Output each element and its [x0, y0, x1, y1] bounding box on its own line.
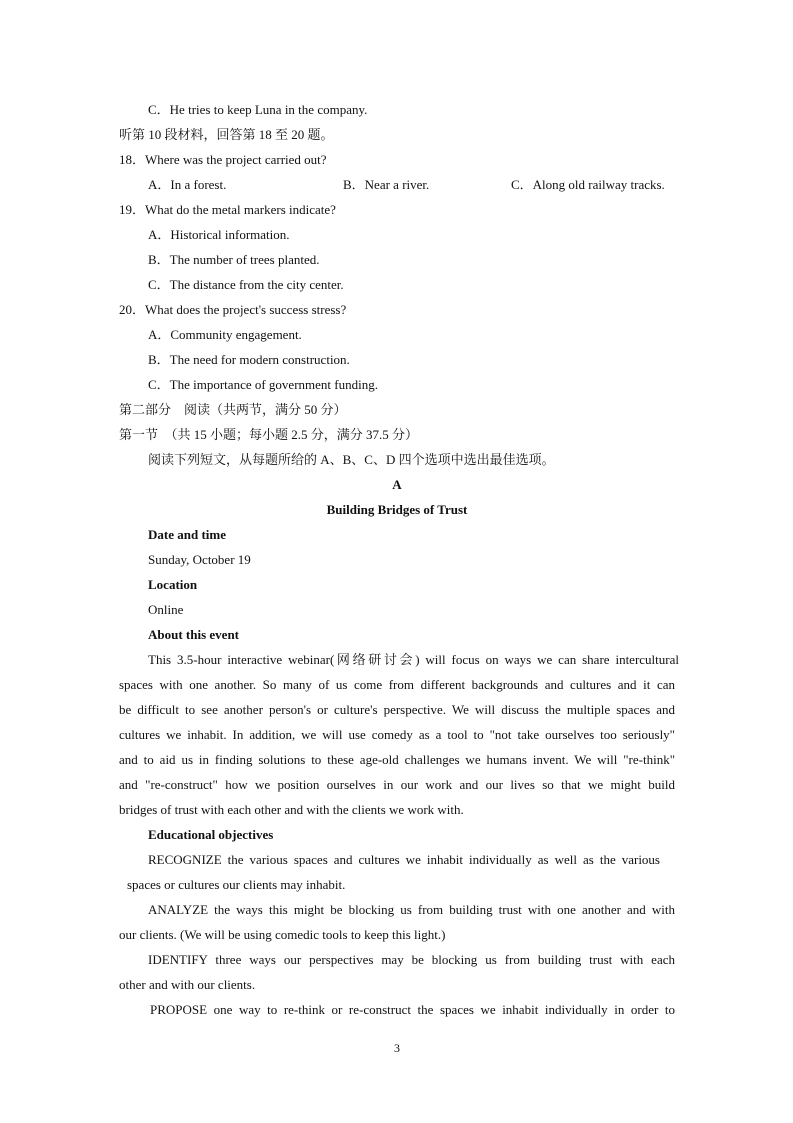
section10-instruction: 听第 10 段材料，回答第 18 至 20 题。 — [119, 127, 334, 142]
reading-section-title: 第一节 （共 15 小题；每小题 2.5 分，满分 37.5 分） — [119, 427, 419, 442]
about-line: and to aid us in finding solutions to these age-old challenges we humans invent. We will "re-think" — [119, 752, 675, 767]
q19-option-c: C．The distance from the city center. — [148, 277, 344, 292]
q19-stem: 19．What do the metal markers indicate? — [119, 202, 336, 217]
objective-identify-line: other and with our clients. — [119, 977, 256, 992]
date-value: Sunday, October 19 — [148, 552, 251, 567]
location-heading: Location — [148, 577, 198, 592]
q18-stem: 18．Where was the project carried out? — [119, 152, 327, 167]
about-line: spaces with one another. So many of us come from different backgrounds and cultures and it can — [119, 677, 675, 692]
q19-option-a: A．Historical information. — [148, 227, 290, 242]
objective-recognize-line: spaces or cultures our clients may inhabit. — [127, 877, 346, 892]
about-heading: About this event — [148, 627, 240, 642]
q18-option-a: A．In a forest. — [148, 177, 227, 192]
q18-option-c: C．Along old railway tracks. — [511, 177, 665, 192]
objective-propose-line: PROPOSE one way to re-think or re-construct the spaces we inhabit individually in order to — [150, 1002, 675, 1017]
objective-recognize-line: RECOGNIZE the various spaces and cultures we inhabit individually as well as the various — [148, 852, 660, 867]
location-value: Online — [148, 602, 184, 617]
about-line: and "re-construct" how we position ourselves in our work and our lives so that we might build — [119, 777, 675, 792]
about-line: bridges of trust with each other and with the clients we work with. — [119, 802, 464, 817]
objective-analyze-line: ANALYZE the ways this might be blocking us from building trust with one another and with — [148, 902, 675, 917]
about-line: This 3.5-hour interactive webinar(网络研讨会) will focus on ways we can share intercultural — [148, 652, 679, 667]
passage-letter: A — [392, 477, 402, 492]
about-line: be difficult to see another person's or culture's perspective. We will discuss the multiple spaces and — [119, 702, 675, 717]
objective-analyze-line: our clients. (We will be using comedic tools to keep this light.) — [119, 927, 446, 942]
reading-instruction: 阅读下列短文，从每题所给的 A、B、C、D 四个选项中选出最佳选项。 — [148, 452, 555, 467]
q18-option-b: B．Near a river. — [343, 177, 430, 192]
objective-identify-line: IDENTIFY three ways our perspectives may be blocking us from building trust with each — [148, 952, 675, 967]
objectives-heading: Educational objectives — [148, 827, 274, 842]
reading-part-title: 第二部分 阅读（共两节，满分 50 分） — [119, 402, 347, 417]
q20-option-b: B．The need for modern construction. — [148, 352, 350, 367]
about-line: cultures we inhabit. In addition, we will use comedy as a tool to "not take ourselves too seriously" — [119, 727, 675, 742]
q17-option-c: C．He tries to keep Luna in the company. — [148, 102, 368, 117]
date-heading: Date and time — [148, 527, 226, 542]
q20-option-c: C．The importance of government funding. — [148, 377, 378, 392]
q20-option-a: A．Community engagement. — [148, 327, 302, 342]
q19-option-b: B．The number of trees planted. — [148, 252, 320, 267]
q20-stem: 20．What does the project's success stress? — [119, 302, 347, 317]
page-number: 3 — [394, 1041, 400, 1055]
passage-title: Building Bridges of Trust — [326, 502, 468, 517]
